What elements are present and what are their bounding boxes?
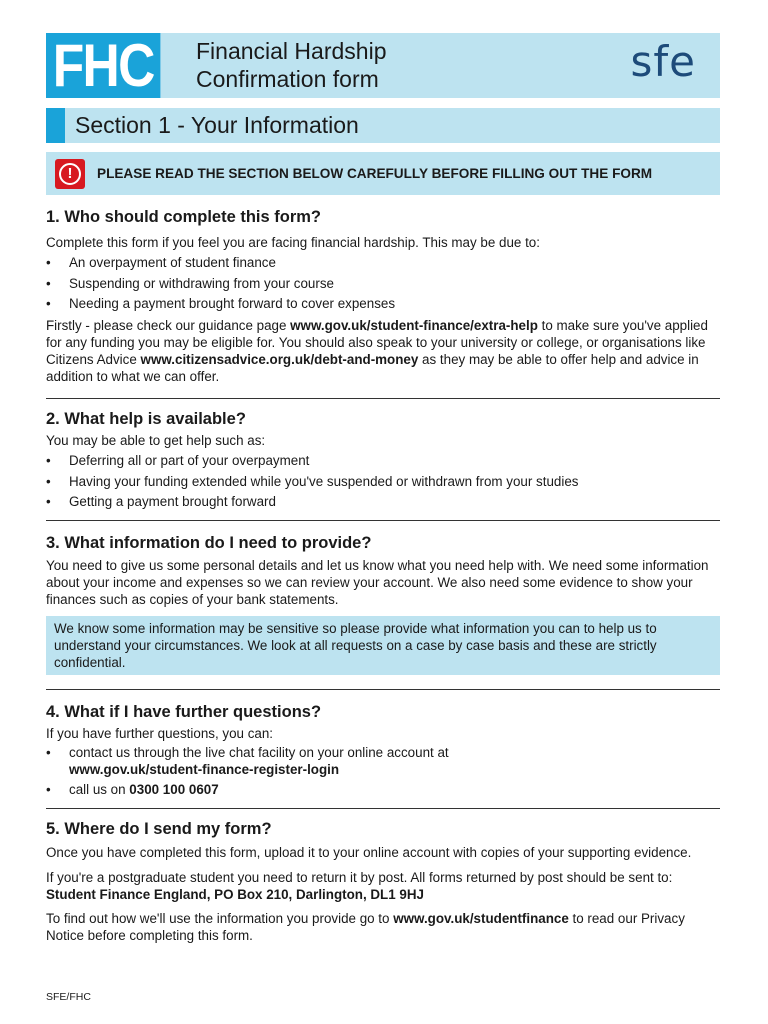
list-item: • Getting a payment brought forward — [46, 493, 720, 510]
guidance-paragraph — [46, 317, 720, 385]
guidance-text-3: as they may be able to offer help and advice in addition to what we can offer. — [46, 352, 699, 384]
question-3 — [46, 533, 720, 690]
guidance-text-2: to make sure you've applied for any funding you may be eligible for. You should also speak to your university or college, or organisations like Citizens Advice — [46, 318, 708, 367]
form-page — [46, 33, 720, 944]
privacy-paragraph — [46, 910, 720, 944]
extra-help-link[interactable]: www.gov.uk/student-finance/extra-help — [290, 318, 538, 333]
form-header — [46, 33, 720, 98]
section-bar — [46, 108, 720, 143]
section-accent — [46, 108, 65, 143]
register-login-link[interactable]: www.gov.uk/student-finance-register-login — [69, 762, 340, 777]
list-item — [46, 744, 720, 778]
form-title — [196, 37, 386, 93]
divider — [46, 689, 720, 690]
form-title-line1: Financial Hardship — [196, 38, 387, 64]
notice-text: PLEASE READ THE SECTION BELOW CAREFULLY BEFORE FILLING OUT THE FORM — [97, 166, 653, 181]
privacy-text-2: to read our Privacy Notice before completing this form. — [46, 911, 685, 943]
question-4-intro: If you have further questions, you can: — [46, 726, 274, 741]
list-item: • An overpayment of student finance — [46, 254, 720, 271]
list-item: • Having your funding extended while you've suspended or withdrawn from your studies — [46, 473, 720, 490]
privacy-text: To find out how we'll use the information you provide go to — [46, 911, 394, 926]
upload-paragraph: Once you have completed this form, upload it to your online account with copies of your supporting evidence. — [46, 845, 692, 860]
question-2-intro: You may be able to get help such as: — [46, 433, 266, 448]
sfe-logo: sfe — [630, 37, 696, 86]
warning-notice — [46, 152, 720, 195]
question-1-heading: 1. Who should complete this form? — [46, 208, 322, 226]
postgraduate-paragraph — [46, 869, 720, 903]
phone-number: 0300 100 0607 — [129, 782, 219, 797]
question-2-heading: 2. What help is available? — [46, 410, 246, 428]
call-us-text: call us on — [69, 782, 130, 797]
question-3-heading: 3. What information do I need to provide? — [46, 534, 372, 552]
question-4 — [46, 702, 720, 809]
form-title-line2: Confirmation form — [196, 66, 379, 92]
divider — [46, 398, 720, 399]
divider — [46, 520, 720, 521]
list-item: • Suspending or withdrawing from your course — [46, 275, 720, 292]
citizens-advice-link[interactable]: www.citizensadvice.org.uk/debt-and-money — [140, 352, 419, 367]
exclamation-icon: ! — [55, 159, 85, 189]
postgraduate-text: If you're a postgraduate student you need to return it by post. All forms returned by post should be sent to: — [46, 870, 673, 885]
question-5 — [46, 819, 720, 944]
postal-address: Student Finance England, PO Box 210, Darlington, DL1 9HJ — [46, 887, 424, 902]
question-1 — [46, 207, 720, 399]
list-item: • Deferring all or part of your overpayment — [46, 452, 720, 469]
list-item: • Needing a payment brought forward to cover expenses — [46, 295, 720, 312]
divider — [46, 808, 720, 809]
question-2-list — [46, 452, 720, 510]
question-1-list — [46, 254, 720, 312]
question-5-heading: 5. Where do I send my form? — [46, 820, 272, 838]
live-chat-text: contact us through the live chat facility on your online account at — [69, 745, 449, 760]
list-item — [46, 781, 720, 798]
question-3-intro: You need to give us some personal details and let us know what you need help with. We need some information about your income and expenses so we can review your account. We also need some evidence to show your finances such as copies of your bank statements. — [46, 558, 709, 607]
student-finance-link[interactable]: www.gov.uk/studentfinance — [393, 911, 569, 926]
question-1-intro: Complete this form if you feel you are facing financial hardship. This may be due to: — [46, 235, 540, 250]
form-code: SFE/FHC — [46, 991, 91, 1003]
question-4-list — [46, 744, 720, 798]
question-4-heading: 4. What if I have further questions? — [46, 703, 322, 721]
section-title: Section 1 - Your Information — [75, 112, 359, 138]
question-2 — [46, 409, 720, 521]
guidance-text: Firstly - please check our guidance page — [46, 318, 291, 333]
confidential-callout: We know some information may be sensitive so please provide what information you can to help us to understand your circumstances. We look at all requests on a case by case basis and these are strictly confidential. — [46, 616, 720, 675]
fhc-logo: FHC — [46, 33, 160, 98]
